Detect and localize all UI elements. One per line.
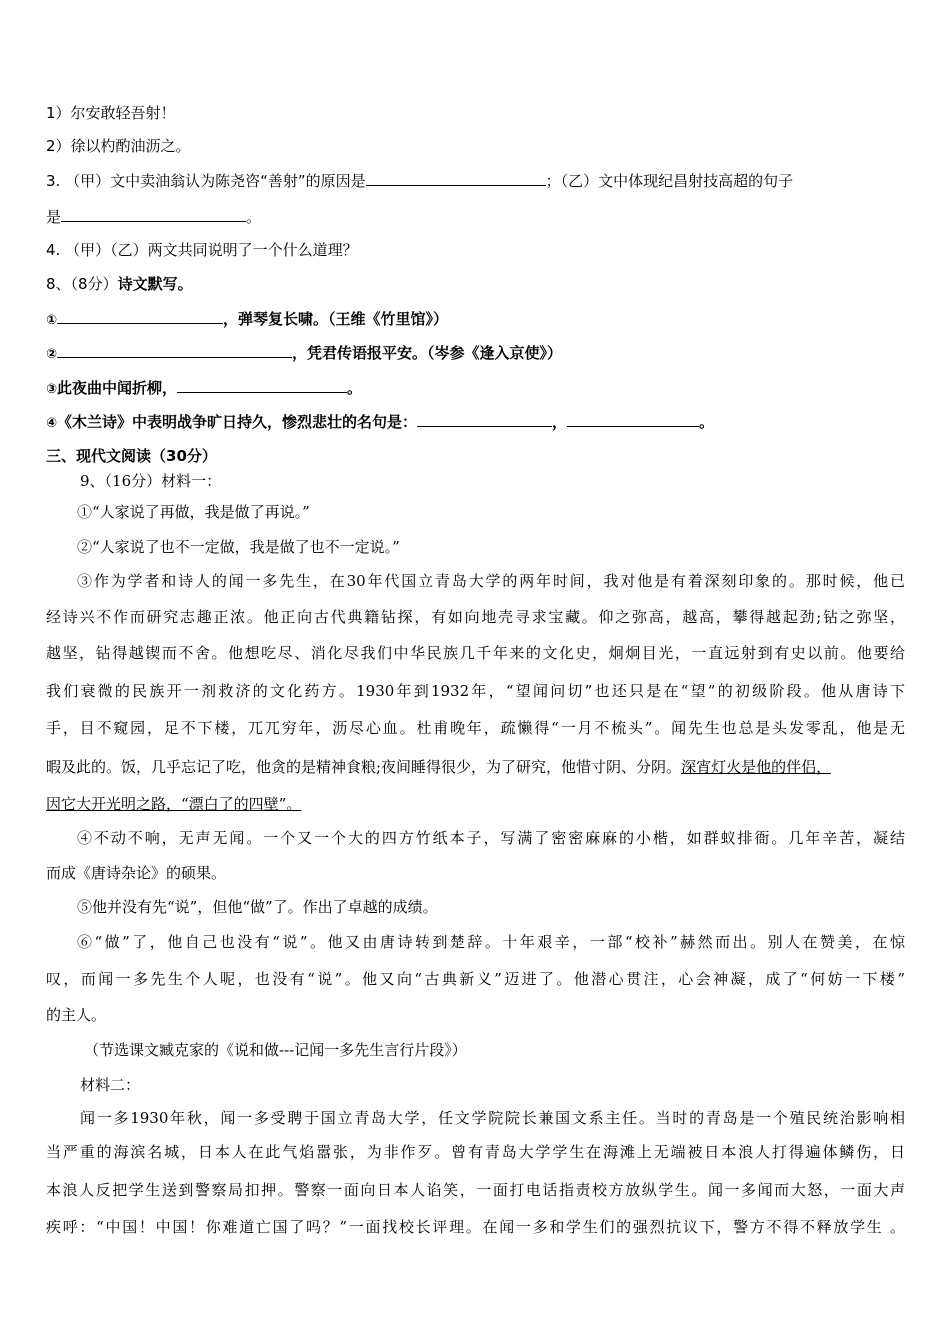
question-3-cont-text: 是 xyxy=(46,208,62,226)
paragraph-3-line: 经诗兴不作而研究志趣正浓。他正向古代典籍钻探，有如向地壳寻求宝藏。仰之弥高，越高，攀得越起劲;钻之弥坚， xyxy=(46,608,905,626)
paragraph-4-line: ④不动不响，无声无闻。一个又一个大的四方竹纸本子，写满了密密麻麻的小楷，如群蚁排衙。几年辛苦，凝结 xyxy=(77,829,905,847)
recitation-line-1 xyxy=(46,308,448,331)
underlined-sentence: 因它大开光明之路，“漂白了的四壁”。 xyxy=(46,795,302,813)
circled-number: ② xyxy=(46,347,58,362)
circled-number: ③ xyxy=(46,382,58,397)
item-1: 1）尔安敢轻吾射！ xyxy=(46,104,176,122)
circled-number: ④ xyxy=(46,416,58,431)
paragraph-2: ②“人家说了也不一定做，我是做了也不一定说。” xyxy=(77,538,400,556)
material-2-line: 本浪人反把学生送到警察局扣押。警察一面向日本人谄笑，一面打电话指责校方放纵学生。闻一多闻而大怒，一面大声 xyxy=(46,1181,905,1199)
paragraph-3-line: 手，目不窥园，足不下楼，兀兀穷年，沥尽心血。杜甫晚年，疏懒得“一月不梳头”。闻先生也总是头发零乱，他是无 xyxy=(46,719,905,737)
source-citation: （节选课文臧克家的《说和做---记闻一多先生言行片段》） xyxy=(84,1041,467,1059)
question-9-title: 9、（16分）材料一： xyxy=(80,472,222,490)
circled-number: ① xyxy=(46,313,58,328)
recitation-text: ，弹琴复长啸。（王维《竹里馆》） xyxy=(223,310,449,328)
item-2: 2）徐以杓酌油沥之。 xyxy=(46,137,191,155)
material-2-title: 材料二： xyxy=(80,1076,141,1094)
question-3-text: 3. （甲）文中卖油翁认为陈尧咨“善射”的原因是 xyxy=(46,172,366,190)
paragraph-1: ①“人家说了再做，我是做了再说。” xyxy=(77,503,310,521)
paragraph-6-line: ⑥“做”了，他自己也没有“说”。他又由唐诗转到楚辞。十年艰辛，一部“校补”赫然而出。别人在赞美，在惊 xyxy=(77,933,905,951)
material-2-line: 闻一多1930年秋，闻一多受聘于国立青岛大学，任文学院院长兼国文系主任。当时的青岛是一个殖民统治影响相 xyxy=(80,1109,905,1127)
question-4: 4. （甲）（乙）两文共同说明了一个什么道理？ xyxy=(46,241,358,259)
recitation-comma: ， xyxy=(552,413,568,431)
section-heading: 三、现代文阅读（30分） xyxy=(46,447,217,465)
paragraph-3-line: ③作为学者和诗人的闻一多先生，在30年代国立青岛大学的两年时间，我对他是有着深刻印象的。那时候，他已 xyxy=(77,572,905,590)
answer-blank[interactable] xyxy=(366,170,546,186)
answer-blank[interactable] xyxy=(417,411,552,427)
recitation-text: 此夜曲中闻折柳， xyxy=(57,379,178,397)
paragraph-3-line: 越坚，钻得越锲而不舍。他想吃尽、消化尽我们中华民族几千年来的文化史，炯炯目光，一直远射到有史以前。他要给 xyxy=(46,644,905,662)
question-8-title xyxy=(46,274,193,294)
paragraph-3-text: 暇及此的。饭，几乎忘记了吃，他贪的是精神食粮;夜间睡得很少，为了研究，他惜寸阴、分阴。 xyxy=(46,758,682,776)
paragraph-5: ⑤他并没有先“说”，但他“做”了。作出了卓越的成绩。 xyxy=(77,898,438,916)
answer-blank[interactable] xyxy=(177,377,347,393)
paragraph-4-line: 而成《唐诗杂论》的硕果。 xyxy=(46,864,227,882)
answer-blank[interactable] xyxy=(57,342,292,358)
paragraph-6-line: 叹，而闻一多先生个人呢，也没有“说”。他又向“古典新义”迈进了。他潜心贯注，心会神凝，成了“何妨一下楼” xyxy=(46,970,905,988)
recitation-line-2 xyxy=(46,342,562,365)
recitation-text-end: 。 xyxy=(699,413,715,431)
underlined-sentence: 深宵灯火是他的伴侣， xyxy=(681,758,832,776)
question-3 xyxy=(46,170,793,191)
question-3-text-2: ；（乙）文中体现纪昌射技高超的句子 xyxy=(545,172,794,190)
paragraph-6-line: 的主人。 xyxy=(46,1006,107,1024)
question-8-number: 8、（8分） xyxy=(46,275,118,293)
material-2-line: 当严重的海滨名城，日本人在此气焰嚣张，为非作歹。曾有青岛大学学生在海滩上无端被日本浪人打得遍体鳞伤，日 xyxy=(46,1143,905,1161)
question-8-heading: 诗文默写。 xyxy=(117,275,193,293)
recitation-text: 《木兰诗》中表明战争旷日持久，惨烈悲壮的名句是： xyxy=(57,413,418,431)
question-3-end: 。 xyxy=(246,208,262,226)
paragraph-3-line: 我们衰微的民族开一剂救济的文化药方。1930年到1932年，“望闻问切”也还只是在“望”的初级阶段。他从唐诗下 xyxy=(46,682,905,700)
material-2-line: 疾呼：“中国！中国！你难道亡国了吗？”一面找校长评理。在闻一多和学生们的强烈抗议下，警方不得不释放学生 。 xyxy=(46,1218,905,1236)
recitation-line-4 xyxy=(46,411,714,434)
recitation-text: ，凭君传语报平安。（岑参《逢入京使》） xyxy=(292,344,563,362)
recitation-text-end: 。 xyxy=(347,379,363,397)
question-3-cont xyxy=(46,206,261,227)
answer-blank[interactable] xyxy=(567,411,699,427)
answer-blank[interactable] xyxy=(61,206,246,222)
answer-blank[interactable] xyxy=(57,308,223,324)
recitation-line-3 xyxy=(46,377,362,400)
paragraph-3-line xyxy=(46,757,831,777)
